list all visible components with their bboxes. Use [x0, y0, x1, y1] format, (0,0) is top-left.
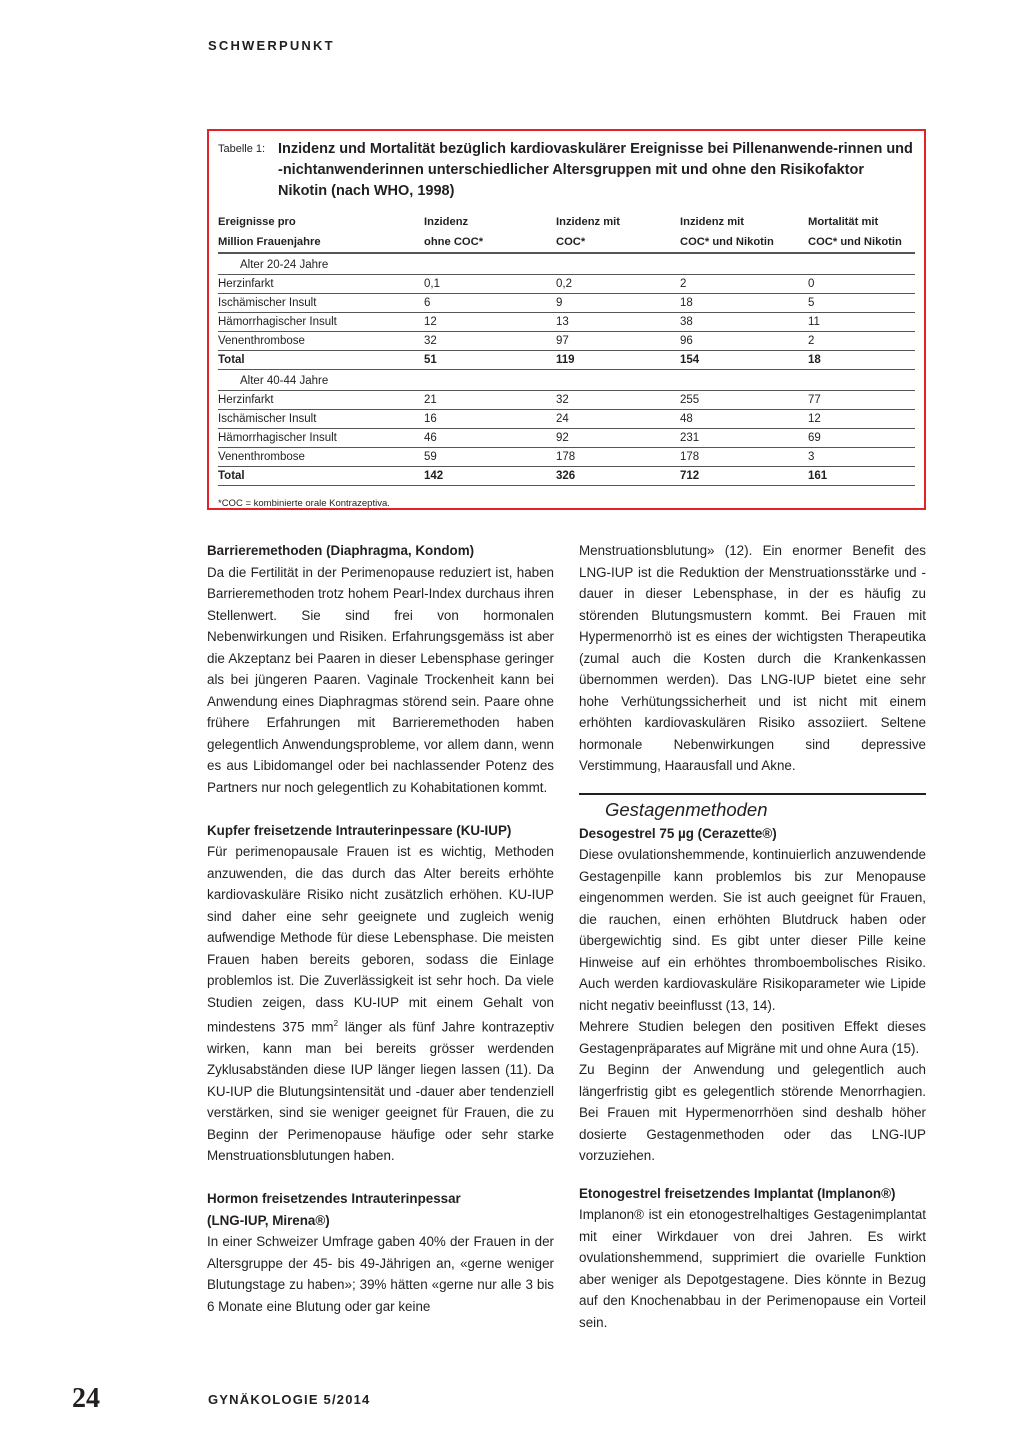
- table-cell: 231: [680, 428, 808, 447]
- table-cell: 16: [424, 409, 556, 428]
- table-header-cell: Ereignisse pro: [218, 216, 296, 228]
- table-row: [218, 331, 915, 350]
- section-heading-gestagen: Gestagenmethoden: [579, 793, 926, 823]
- paragraph: Zu Beginn der Anwendung und gelegentlich auch längerfristig gibt es gelegentlich störende Menorrhagien. Bei Frauen mit Hypermenorrhöen sind deshalb höher dosierte Gestagenmethoden oder das LNG-IUP vorzuziehen.: [579, 1062, 926, 1163]
- subheading-barrier: Barrieremethoden (Diaphragma, Kondom): [207, 543, 475, 558]
- table-cell: 712: [680, 466, 808, 485]
- table-row: [218, 312, 915, 331]
- table-cell: Total: [218, 350, 424, 369]
- table-cell: 12: [424, 312, 556, 331]
- group-label: Alter 20-24 Jahre: [218, 253, 915, 274]
- table-cell: Herzinfarkt: [218, 274, 424, 293]
- left-column: [207, 540, 554, 1317]
- table-header-row: [218, 232, 915, 253]
- paragraph: Da die Fertilität in der Perimenopause reduziert ist, haben Barrieremethoden trotz hohem Pearl-Index durchaus ihren Stellenwert. Sie sind frei von hormonalen Nebenwirkungen und Risiken. Erfahrungsgemäss ist aber die Akzeptanz bei Paaren in dieser Lebensphase geringer als bei jüngeren Paaren. Vaginale Trockenheit kann bei Anwendung eines Diaphragmas störend sein. Paare ohne frühere Erfahrungen mit Barrieremethoden haben gelegentlich Anwendungsprobleme, vor allem dann, wenn es aus Libidomangel oder bei nachlassender Potenz des Partners nur noch gelegentlich zu Kohabitationen kommt.: [207, 564, 554, 795]
- table-cell: 6: [424, 293, 556, 312]
- table-cell: 3: [808, 447, 915, 466]
- table-cell: 178: [680, 447, 808, 466]
- section-tag: SCHWERPUNKT: [208, 38, 335, 53]
- table-cell: Hämorrhagischer Insult: [218, 428, 424, 447]
- table-row: [218, 390, 915, 409]
- subheading-lng-iup: Hormon freisetzendes Intrauterinpessar: [207, 1191, 461, 1207]
- table-header-cell: Million Frauenjahre: [218, 232, 424, 253]
- group-label: Alter 40-44 Jahre: [218, 369, 915, 390]
- paragraph: Implanon® ist ein etonogestrelhaltiges Gestagenimplantat mit einer Wirkdauer von drei Jahren. Es wirkt ovulationshemmend, supprimiert die ovarielle Funktion aber weniger als Depotgestagene. Dies könnte in Bezug auf den Knochenabbau in der Perimenopause ein Vorteil sein.: [579, 1207, 926, 1330]
- table-cell: 18: [680, 293, 808, 312]
- table-cell: 21: [424, 390, 556, 409]
- table-cell: Ischämischer Insult: [218, 293, 424, 312]
- incidence-table: [218, 212, 915, 486]
- table-cell: 0,2: [556, 274, 680, 293]
- table-cell: 5: [808, 293, 915, 312]
- paragraph: Menstruationsblutung» (12). Ein enormer Benefit des LNG-IUP ist die Reduktion der Menstruationsstärke und -dauer in dieser Lebensphase, in der es häufig zu störenden Blutungsmustern kommt. Bei Frauen mit Hypermenorrhö ist es eines der wichtigsten Therapeutika (zumal auch die Kosten durch die Krankenkassen übernommen werden). Das LNG-IUP bietet eine sehr hohe Verhütungssicherheit und ist nicht mit einem erhöhten kardiovaskulären Risiko assoziiert. Seltene hormonale Nebenwirkungen sind depressive Verstimmung, Haarausfall und Akne.: [579, 543, 926, 773]
- table-group-row: [218, 369, 915, 390]
- table-cell: 12: [808, 409, 915, 428]
- table-cell: 48: [680, 409, 808, 428]
- table-cell: 0: [808, 274, 915, 293]
- table-cell: Hämorrhagischer Insult: [218, 312, 424, 331]
- table-cell: Venenthrombose: [218, 331, 424, 350]
- right-column: [579, 540, 926, 1333]
- table-header-cell: COC*: [556, 232, 680, 253]
- table-cell: Herzinfarkt: [218, 390, 424, 409]
- table-caption: [218, 139, 915, 202]
- table-group-row: [218, 253, 915, 274]
- table-cell: 24: [556, 409, 680, 428]
- table-row: [218, 409, 915, 428]
- table-header-cell: Inzidenz mit: [680, 216, 745, 228]
- paragraph: [207, 841, 554, 1167]
- table-cell: 77: [808, 390, 915, 409]
- table-prefix: Tabelle 1:: [218, 143, 266, 155]
- paragraph: Mehrere Studien belegen den positiven Effekt dieses Gestagenpräparates auf Migräne mit und ohne Aura (15).: [579, 1019, 926, 1056]
- table-cell: 32: [556, 390, 680, 409]
- table-header-cell: Inzidenz mit: [556, 216, 621, 228]
- table-row: [218, 274, 915, 293]
- table-row: [218, 293, 915, 312]
- table-header-cell: COC* und Nikotin: [808, 232, 915, 253]
- table-cell: Ischämischer Insult: [218, 409, 424, 428]
- table-cell: 0,1: [424, 274, 556, 293]
- table-cell: 18: [808, 350, 915, 369]
- text-run: länger als fünf Jahre kontrazeptiv wirken, kann man bei bereits grösser werdenden Zyklusabständen diese IUP länger liegen lassen (11). Da KU-IUP die Blutungsintensität und -dauer aber tendenziell verstärken, sind sie weniger geeignet für Frauen, die zu Beginn der Perimenopause häufige oder sehr starke Menstruationsblutungen haben.: [207, 1019, 554, 1164]
- subheading-desogestrel: Desogestrel 75 µg (Cerazette®): [579, 825, 777, 841]
- table-cell: 9: [556, 293, 680, 312]
- table-header-row: [218, 212, 915, 232]
- table-cell: 326: [556, 466, 680, 485]
- table-cell: 13: [556, 312, 680, 331]
- table-cell: 255: [680, 390, 808, 409]
- table-cell: 2: [808, 331, 915, 350]
- table-cell: 32: [424, 331, 556, 350]
- table-cell: 59: [424, 447, 556, 466]
- paragraph: Diese ovulationshemmende, kontinuierlich anzuwendende Gestagenpille kann problemlos bis zur Menopause eingenommen werden. Sie ist auch geeignet für Frauen, die rauchen, einen erhöhten Blutdruck haben oder übergewichtig sind. Es gibt unter dieser Pille keine Hinweise auf ein erhöhtes thromboembolisches Risiko. Auch werden kardiovaskuläre Risikoparameter wie Lipide nicht negativ beeinflusst (13, 14).: [579, 847, 926, 1013]
- table-total-row: [218, 466, 915, 485]
- page-number: 24: [72, 1383, 100, 1414]
- table-total-row: [218, 350, 915, 369]
- table-cell: 46: [424, 428, 556, 447]
- table-row: [218, 447, 915, 466]
- table-cell: 97: [556, 331, 680, 350]
- table-cell: 2: [680, 274, 808, 293]
- table-cell: Total: [218, 466, 424, 485]
- table-header-cell: Mortalität mit: [808, 216, 879, 228]
- table-row: [218, 428, 915, 447]
- table-cell: 11: [808, 312, 915, 331]
- table-footnote: *COC = kombinierte orale Kontrazeptiva.: [218, 497, 390, 509]
- text-run: Für perimenopausale Frauen ist es wichtig, Methoden anzuwenden, die das durch das Alter bereits erhöhte kardiovaskuläre Risiko nicht zusätzlich erhöhen. KU-IUP sind daher eine sehr geeignete und zugleich wenig aufwendige Methode für diese Lebensphase. Die meisten Frauen haben bereits geboren, sodass die Einlage problemlos ist. Die Zuverlässigkeit ist sehr hoch. Da viele Studien zeigen, dass KU-IUP mit einem Gehalt von mindestens 375 mm: [207, 844, 554, 1035]
- table-cell: 51: [424, 350, 556, 369]
- table-cell: 38: [680, 312, 808, 331]
- table-cell: 161: [808, 466, 915, 485]
- table-cell: 119: [556, 350, 680, 369]
- journal-name: GYNÄKOLOGIE 5/2014: [208, 1392, 371, 1407]
- table-header-cell: Inzidenz: [424, 216, 469, 228]
- table-cell: Venenthrombose: [218, 447, 424, 466]
- table-box: [207, 129, 926, 510]
- subheading-implanon: Etonogestrel freisetzendes Implantat (Implanon®): [579, 1185, 896, 1201]
- superscript: 2: [333, 1019, 339, 1028]
- table-cell: 178: [556, 447, 680, 466]
- subheading-lng-iup-line2: (LNG-IUP, Mirena®): [207, 1212, 330, 1228]
- table-cell: 92: [556, 428, 680, 447]
- subheading-ku-iup: Kupfer freisetzende Intrauterinpessare (KU-IUP): [207, 822, 512, 838]
- table-title: Inzidenz und Mortalität bezüglich kardiovaskulärer Ereignisse bei Pillenanwende-rinnen und -nichtanwenderinnen unterschiedlicher Altersgruppen mit und ohne den Risikofaktor Nikotin (nach WHO, 1998): [278, 141, 913, 199]
- table-header-cell: COC* und Nikotin: [680, 232, 808, 253]
- paragraph: In einer Schweizer Umfrage gaben 40% der Frauen in der Altersgruppe der 45- bis 49-Jährigen an, «gerne weniger Blutungstage zu haben»; 39% hätten «gerne nur alle 3 bis 6 Monate eine Blutung oder gar keine: [207, 1234, 554, 1314]
- table-cell: 96: [680, 331, 808, 350]
- table-cell: 142: [424, 466, 556, 485]
- table-header-cell: ohne COC*: [424, 232, 556, 253]
- table-cell: 69: [808, 428, 915, 447]
- table-cell: 154: [680, 350, 808, 369]
